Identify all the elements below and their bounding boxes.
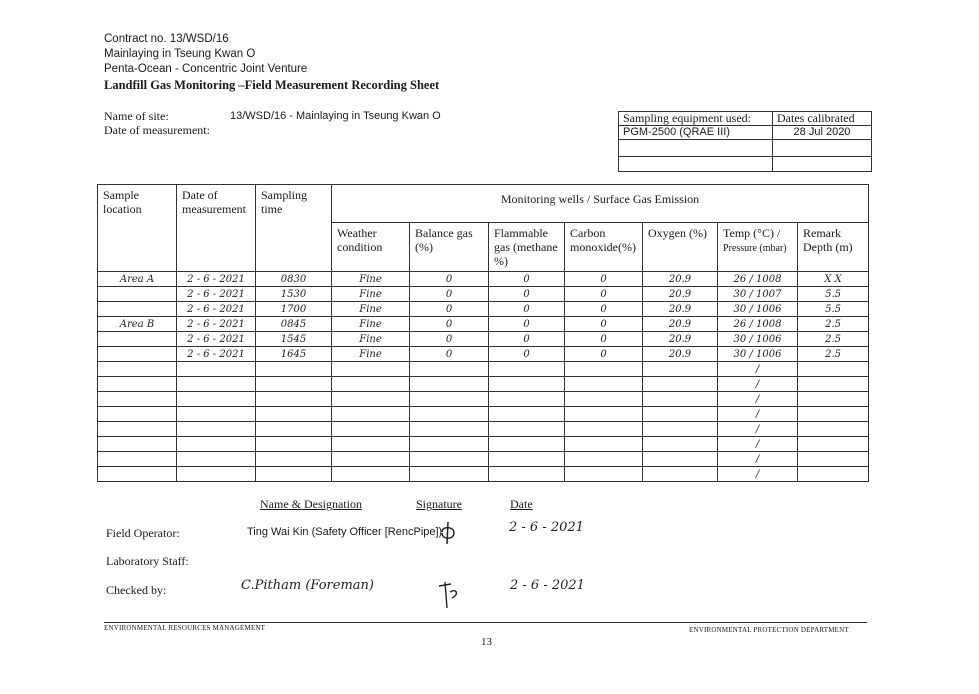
table-row (98, 272, 869, 287)
cell-location (98, 392, 177, 407)
cell-flammable: 0 (489, 347, 565, 362)
table-row (98, 407, 869, 422)
cell-weather (332, 437, 410, 452)
cell-temp-pressure: / (718, 377, 798, 392)
cell-balance: 0 (410, 347, 489, 362)
cell-co: 0 (565, 287, 643, 302)
cell-time (256, 452, 332, 467)
cell-remark (798, 407, 869, 422)
equipment-cell (619, 157, 773, 172)
project-name: Mainlaying in Tseung Kwan O (104, 48, 256, 60)
header-date-of-measurement: Date of measurement (177, 185, 256, 272)
cell-co: 0 (565, 332, 643, 347)
header-sampling-time: Sampling time (256, 185, 332, 272)
sheet-title: Landfill Gas Monitoring –Field Measurement Recording Sheet (104, 78, 440, 92)
cell-time (256, 377, 332, 392)
equipment-table (618, 111, 872, 172)
contract-number: Contract no. 13/WSD/16 (104, 33, 229, 45)
cell-co: 0 (565, 272, 643, 287)
equipment-header: Sampling equipment used: (619, 112, 773, 126)
cell-oxygen: 20.9 (643, 347, 718, 362)
cell-remark (798, 392, 869, 407)
cell-co (565, 422, 643, 437)
cell-oxygen (643, 437, 718, 452)
cell-co: 0 (565, 347, 643, 362)
cell-date: 2 - 6 - 2021 (177, 317, 256, 332)
cell-time (256, 437, 332, 452)
header-balance-gas: Balance gas (%) (410, 223, 489, 272)
table-row (98, 362, 869, 377)
cell-balance: 0 (410, 302, 489, 317)
cell-balance: 0 (410, 317, 489, 332)
cell-temp-pressure: / (718, 467, 798, 482)
cell-date: 2 - 6 - 2021 (177, 272, 256, 287)
measurement-date-label: Date of measurement: (104, 123, 210, 137)
page-number: 13 (481, 636, 492, 648)
calibration-date-cell (773, 157, 872, 172)
cell-temp-pressure: 30 / 1006 (718, 302, 798, 317)
header-weather: Weather condition (332, 223, 410, 272)
cell-remark (798, 467, 869, 482)
cell-time (256, 422, 332, 437)
table-row (98, 377, 869, 392)
cell-weather: Fine (332, 332, 410, 347)
cell-balance (410, 362, 489, 377)
name-designation-heading: Name & Designation (260, 497, 362, 511)
table-row (98, 392, 869, 407)
cell-flammable: 0 (489, 332, 565, 347)
cell-flammable (489, 377, 565, 392)
cell-location (98, 437, 177, 452)
cell-oxygen (643, 422, 718, 437)
cell-temp-pressure: 30 / 1006 (718, 332, 798, 347)
cell-flammable: 0 (489, 302, 565, 317)
cell-date: 2 - 6 - 2021 (177, 347, 256, 362)
cell-balance: 0 (410, 272, 489, 287)
cell-balance: 0 (410, 287, 489, 302)
cell-temp-pressure: / (718, 437, 798, 452)
header-sample-location: Sample location (98, 185, 177, 272)
cell-co (565, 437, 643, 452)
cell-weather (332, 392, 410, 407)
checked-by-date: 2 - 6 - 2021 (510, 578, 585, 593)
cell-remark (798, 362, 869, 377)
cell-location: Area A (98, 272, 177, 287)
cell-flammable (489, 407, 565, 422)
field-operator-label: Field Operator: (106, 526, 180, 540)
cell-balance (410, 437, 489, 452)
cell-date (177, 437, 256, 452)
cell-weather: Fine (332, 302, 410, 317)
table-row (98, 452, 869, 467)
cell-date (177, 422, 256, 437)
cell-temp-pressure: 26 / 1008 (718, 272, 798, 287)
cell-weather (332, 422, 410, 437)
table-row (98, 437, 869, 452)
cell-flammable (489, 422, 565, 437)
cell-balance (410, 407, 489, 422)
cell-flammable: 0 (489, 272, 565, 287)
cell-location (98, 362, 177, 377)
cell-balance (410, 422, 489, 437)
signature-heading: Signature (416, 497, 462, 511)
lab-staff-label: Laboratory Staff: (106, 554, 189, 568)
header-temp: Temp (°C) / (723, 226, 781, 240)
cell-weather (332, 452, 410, 467)
cell-co: 0 (565, 317, 643, 332)
cell-flammable (489, 452, 565, 467)
cell-co (565, 452, 643, 467)
cell-time (256, 392, 332, 407)
cell-oxygen (643, 407, 718, 422)
cell-oxygen (643, 467, 718, 482)
cell-time (256, 407, 332, 422)
cell-location (98, 347, 177, 362)
header-pressure: Pressure (mbar) (723, 243, 787, 254)
cell-oxygen (643, 452, 718, 467)
cell-remark (798, 452, 869, 467)
table-row (98, 467, 869, 482)
cell-weather: Fine (332, 347, 410, 362)
monitoring-table (97, 184, 869, 482)
cell-time (256, 467, 332, 482)
cell-flammable (489, 467, 565, 482)
cell-time: 1530 (256, 287, 332, 302)
cell-weather (332, 467, 410, 482)
cell-temp-pressure: / (718, 422, 798, 437)
table-row (98, 422, 869, 437)
checked-by-label: Checked by: (106, 583, 167, 597)
date-heading: Date (510, 497, 533, 511)
calibrated-header: Dates calibrated (773, 112, 872, 126)
cell-co (565, 362, 643, 377)
cell-remark (798, 437, 869, 452)
cell-time: 1645 (256, 347, 332, 362)
cell-temp-pressure: / (718, 452, 798, 467)
table-row (98, 302, 869, 317)
checked-by-signature (436, 578, 462, 612)
site-name-label: Name of site: (104, 109, 169, 123)
cell-date (177, 452, 256, 467)
cell-flammable (489, 392, 565, 407)
cell-weather: Fine (332, 272, 410, 287)
cell-location (98, 422, 177, 437)
cell-location (98, 332, 177, 347)
site-name-value: 13/WSD/16 - Mainlaying in Tseung Kwan O (230, 110, 441, 122)
cell-oxygen: 20.9 (643, 317, 718, 332)
cell-temp-pressure: 30 / 1007 (718, 287, 798, 302)
cell-time: 1545 (256, 332, 332, 347)
cell-remark: 2.5 (798, 317, 869, 332)
cell-location (98, 377, 177, 392)
cell-date: 2 - 6 - 2021 (177, 302, 256, 317)
footer-rule (104, 622, 867, 623)
cell-temp-pressure: 30 / 1006 (718, 347, 798, 362)
footer-right: ENVIRONMENTAL PROTECTION DEPARTMENT (689, 626, 849, 634)
cell-weather (332, 362, 410, 377)
calibration-date-cell: 28 Jul 2020 (773, 126, 872, 140)
cell-date: 2 - 6 - 2021 (177, 332, 256, 347)
header-flammable-gas: Flammable gas (methane %) (489, 223, 565, 272)
table-row (98, 332, 869, 347)
cell-time (256, 362, 332, 377)
cell-balance (410, 467, 489, 482)
cell-remark: X X (798, 272, 869, 287)
cell-co (565, 377, 643, 392)
cell-weather: Fine (332, 287, 410, 302)
cell-oxygen: 20.9 (643, 302, 718, 317)
cell-flammable: 0 (489, 317, 565, 332)
cell-oxygen (643, 362, 718, 377)
header-temp-pressure (718, 223, 798, 272)
contractor-name: Penta-Ocean - Concentric Joint Venture (104, 63, 308, 75)
cell-co (565, 407, 643, 422)
cell-weather (332, 377, 410, 392)
equipment-cell (619, 140, 773, 157)
cell-location (98, 302, 177, 317)
cell-flammable (489, 362, 565, 377)
cell-date (177, 392, 256, 407)
table-row (98, 287, 869, 302)
cell-oxygen: 20.9 (643, 287, 718, 302)
cell-oxygen: 20.9 (643, 272, 718, 287)
cell-co (565, 392, 643, 407)
cell-location (98, 287, 177, 302)
cell-date (177, 467, 256, 482)
cell-flammable: 0 (489, 287, 565, 302)
cell-oxygen (643, 377, 718, 392)
field-operator-name: Ting Wai Kin (Safety Officer [RencPipe]) (247, 526, 443, 538)
cell-oxygen (643, 392, 718, 407)
cell-balance (410, 452, 489, 467)
cell-temp-pressure: 26 / 1008 (718, 317, 798, 332)
cell-remark: 5.5 (798, 287, 869, 302)
cell-co (565, 467, 643, 482)
cell-date (177, 362, 256, 377)
cell-location (98, 452, 177, 467)
cell-location: Area B (98, 317, 177, 332)
cell-weather: Fine (332, 317, 410, 332)
cell-location (98, 407, 177, 422)
cell-balance: 0 (410, 332, 489, 347)
cell-co: 0 (565, 302, 643, 317)
cell-time: 0845 (256, 317, 332, 332)
cell-date: 2 - 6 - 2021 (177, 287, 256, 302)
cell-weather (332, 407, 410, 422)
cell-remark: 2.5 (798, 332, 869, 347)
header-carbon-monoxide: Carbon monoxide(%) (565, 223, 643, 272)
table-row (98, 317, 869, 332)
cell-time: 1700 (256, 302, 332, 317)
cell-temp-pressure: / (718, 392, 798, 407)
cell-date (177, 377, 256, 392)
cell-location (98, 467, 177, 482)
header-monitoring-group: Monitoring wells / Surface Gas Emission (332, 185, 869, 223)
cell-oxygen: 20.9 (643, 332, 718, 347)
calibration-date-cell (773, 140, 872, 157)
equipment-cell: PGM-2500 (QRAE III) (619, 126, 773, 140)
cell-remark: 2.5 (798, 347, 869, 362)
checked-by-name: C.Pitham (Foreman) (241, 578, 374, 593)
cell-time: 0830 (256, 272, 332, 287)
cell-remark (798, 422, 869, 437)
cell-balance (410, 392, 489, 407)
cell-date (177, 407, 256, 422)
cell-flammable (489, 437, 565, 452)
cell-temp-pressure: / (718, 362, 798, 377)
cell-remark: 5.5 (798, 302, 869, 317)
header-oxygen: Oxygen (%) (643, 223, 718, 272)
header-remark: Remark Depth (m) (798, 223, 869, 272)
field-operator-date: 2 - 6 - 2021 (509, 520, 584, 535)
cell-balance (410, 377, 489, 392)
footer-left: ENVIRONMENTAL RESOURCES MANAGEMENT (104, 624, 266, 632)
field-operator-signature (438, 520, 458, 546)
cell-remark (798, 377, 869, 392)
table-row (98, 347, 869, 362)
cell-temp-pressure: / (718, 407, 798, 422)
